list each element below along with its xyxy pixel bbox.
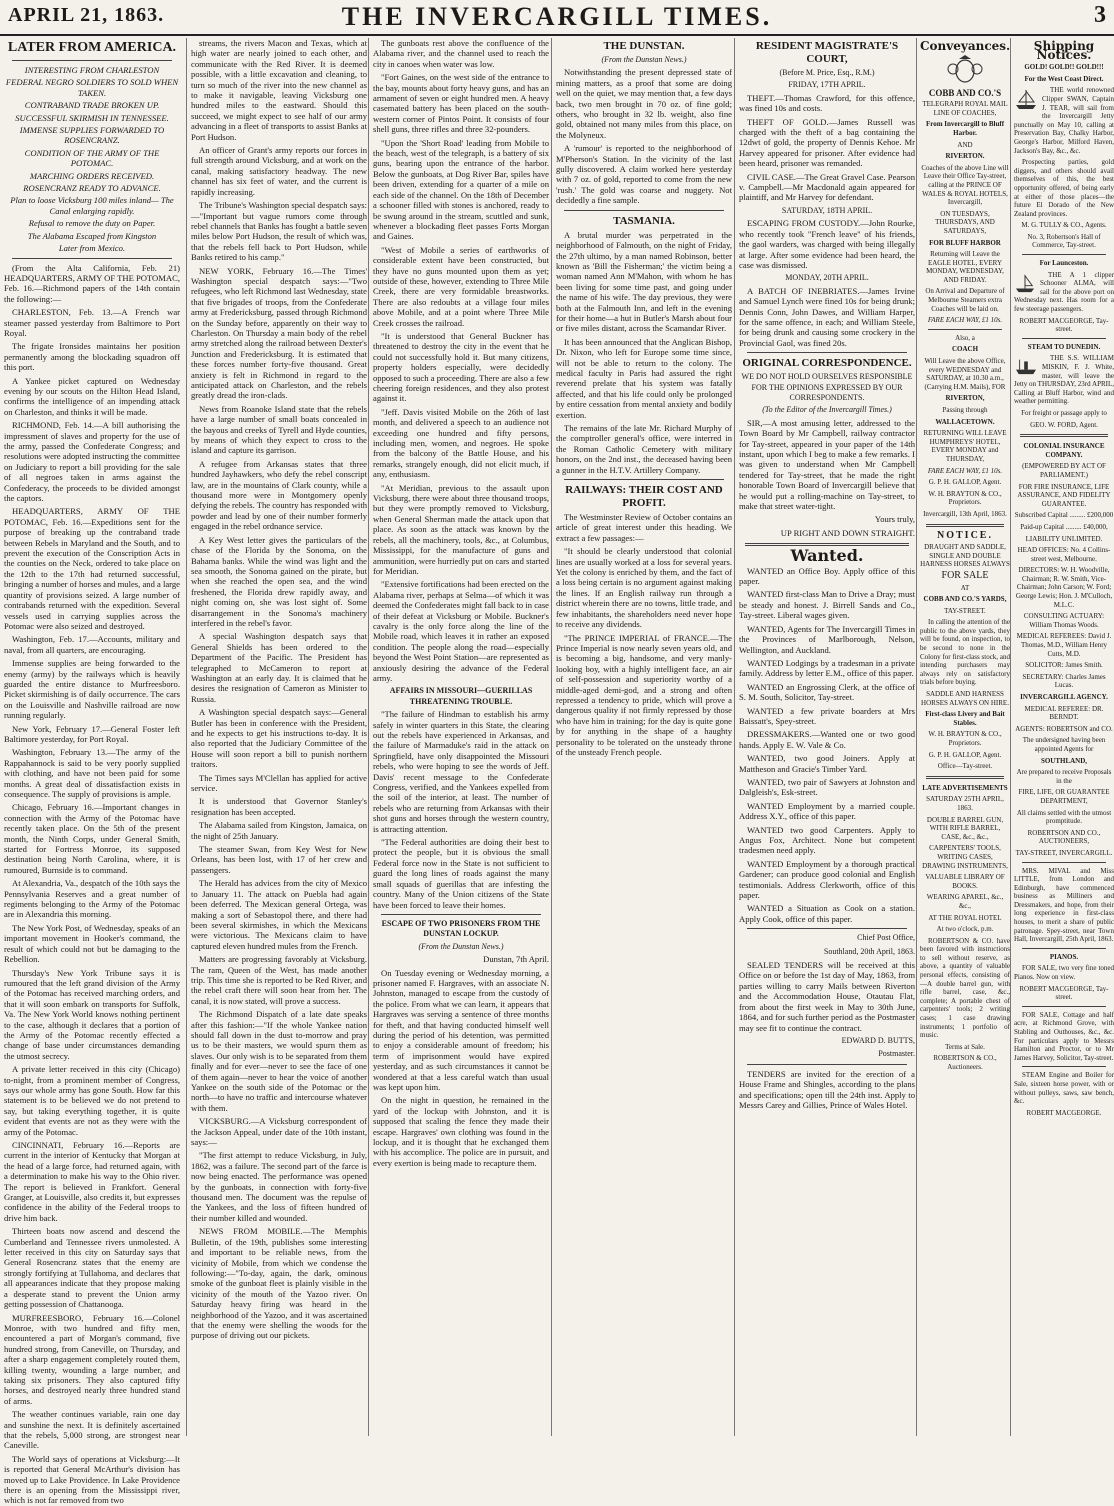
paragraph: Washington, February 13.—The army of the Rappahannock is said to be very poorly supplied with clothing, and have not been paid for some months. A great deal of dissatisfaction exists in consequence. The supply of provisions is ample.	[4, 747, 180, 799]
subhead: Refusal to remove the duty on Paper.	[28, 218, 156, 229]
paragraph: The Westminster Review of October contains an article of great interest under this heading. We extract a few passages:—	[556, 512, 732, 543]
paragraph: At Alexandria, Va., despatch of the 10th says the Pennsylvania Reserves and a great number of regiments belonging to the Army of the Potomac are in Alexandria this morning.	[4, 878, 180, 920]
steamship-icon	[1014, 356, 1038, 376]
cobb-days: ON TUESDAYS, THURSDAYS, AND SATURDAYS,	[935, 209, 995, 235]
milliners-ad: MRS. MIVAL and Miss LITTLE, from London and Edinburgh, have commenced business as Milliners and Dressmakers, and hope, from their long experience in first-class houses, to merit a share of public patronage. Spey-street, near Town Hall, Invercargill, 25th April, 1863.	[1014, 866, 1114, 944]
paragraph: "At Meridian, previous to the assault upon Vicksburg, there were about three thousand troops, but they were promptly removed to Vicksburg, when General Sherman made the attack upon that place. As soon as the attack was known by the rebels, all the machinery, tools, &c., at Columbus, Mississippi, for the manufacture of guns and ammunition, were hurriedly put on cars and started for Meridian.	[373, 482, 549, 576]
miskin-ad: THE S.S. WILLIAM MISKIN, F. J. White, master, will leave the Jetty on THURSDAY, 23rd APRIL, Calling at Bluff Harbor, wind and weather permitting.	[1014, 354, 1114, 406]
paragraph: "The Federal authorities are doing their best to protect the people, but it is obvious the small Federal force now in the State is not sufficient to guard the long lines of roads against the many small squads of guerillas that are infesting the country. Many of the Union citizens of the State have been forced to leave their homes.	[373, 837, 549, 910]
notice-livery: First-class Livery and Bait Stables.	[925, 710, 1005, 727]
classified-ad: WANTED two good Carpenters. Apply to Angus Fox, Architect. None but competent tradesmen need apply.	[739, 824, 915, 856]
paragraph: The World says of operations at Vicksburg:—It is reported that General McArthur's division has moved up to Lake Providence. In Lake Providence there is an opening from the Mississippi river, which is not far removed from two	[4, 1453, 180, 1506]
actuary: CONSULTING ACTUARY: William Thomas Woods.	[1023, 612, 1105, 629]
coach-wallacetown: WALLACETOWN.	[935, 417, 995, 426]
invercargill-agency: INVERCARGILL AGENCY.	[1020, 693, 1108, 701]
paragraph: The gunboats rest above the confluence of the Alabama river, and the channel used to reach the city in canoes when water was low.	[373, 38, 549, 69]
court-presiding: (Before M. Price, Esq., R.M.)	[779, 68, 875, 77]
paragraph: streams, the rivers Macon and Texas, which at high water are nearly joined to each other, and communicate with the Red River. It is deemed possible, with a little excavation and cleaning, to turn so much of the river into the new channel as to make it navigable, leaving Vicksburg one hundred miles to the eastward. Should this succeed, we might expect to see half of our army advancing in a fleet of transports to assist Banks at Port Hudson.	[191, 38, 367, 142]
conveyances-heading: Conveyances.	[920, 39, 1011, 53]
subhead: ROSENCRANZ READY TO ADVANCE.	[23, 183, 161, 194]
paragraph: The steamer Swan, from Key West for New Orleans, has been lost, with 17 of her crew and passengers.	[191, 844, 367, 875]
letter-address: (To the Editor of the Invercargill Times.)	[762, 405, 892, 415]
swan-ad: THE world renowned Clipper SWAN, Captain J. TEAR, will sail from the Invercargill Jetty punctually on May 10, calling at Preservation Bay, Chalky Harbor, George's Harbor, Milford Haven, Jackson's Bay, &c., &c.	[1014, 86, 1114, 155]
coach-agent: G. P. H. GALLOP, Agent.	[928, 478, 1002, 487]
coach-proprietor: W. H. BRAYTON & CO., Proprietors.	[928, 489, 1002, 507]
paragraph: HEADQUARTERS, ARMY OF THE POTOMAC, Feb. 16.—Expeditions sent for the purpose of breaking up the contraband trade between Rebels in Maryland and the South, and to prevent the execution of the Conscription Acts in the counties on the Neck, ordered to take place on the 12th to the 17th had returned successful, bringing a number of horses and mules, and a large quantity of provisions seized. A large number of contrabands returned with the expedition. Several vessels used in carrying supplies across the Potomac were also seized and destroyed.	[4, 506, 180, 631]
late-ads-heading: LATE ADVERTISEMENTS	[922, 783, 1008, 792]
paragraph: "The PRINCE IMPERIAL of FRANCE.—The Prince Imperial is now nearly seven years old, and is becoming a big, handsome, and very manly-looking boy, with a highly intelligent face, an air of self-possession and superiority worthy of a middle-aged demi-god, and a strong and often repressed a tendency to pride, which will prove a dangerous quality if not firmly repressed by those who have him in training; for the day is quite gone by for anything in the shape of a haughty personality to be tolerated on the unsteady throne of the unsteady French people.	[556, 632, 732, 757]
paragraph: THEFT OF GOLD.—James Russell was charged with the theft of a bag containing the 12dwt of gold, the property of Dennis Kehoe. Mr Harvey appeared for prisoner. After evidence had been heard, prisoner was remanded.	[739, 116, 915, 169]
late-tools: CARPENTERS' TOOLS, WRITING CASES, DRAWING INSTRUMENTS,	[922, 844, 1008, 870]
cobb-arrival: On Arrival and Departure of Melbourne Steamers extra Coaches will be laid on.	[925, 287, 1005, 313]
paragraph: Immense supplies are being forwarded to the enemy (army) by the railways which is heavily guarded the entire distance to Murfreesboro. Picket skirmishing is of daily occurrence. The cars on the Louisville and Nashville railroad are now running regularly.	[4, 658, 180, 721]
paragraph: The Tribune's Washington special despatch says:—"Important but vague rumors come through rebel channels that Banks has fought a battle seven miles below Port Hudson, the result of which was, that the rebels fell back to Port Hudson, while Banks retired to his camp."	[191, 200, 367, 263]
late-date: SATURDAY 25TH APRIL, 1863.	[926, 795, 1004, 812]
article-heading: TASMANIA.	[613, 214, 675, 227]
miskin-agent: GEO. W. FORD, Agent.	[1030, 420, 1098, 429]
paragraph: The Herald has advices from the city of Mexico to January 11. The attack on Puebla had again been deferred. The Mexican general Ortega, was making a sort of Sebastopol there, and there had been several skirmishes, in which the Mexicans were victorious. The Mexicans claim to have captured eleven hundred mules from the French.	[191, 878, 367, 951]
insurance-heading: COLONIAL INSURANCE COMPANY.	[1023, 442, 1105, 459]
paragraph: A brutal murder was perpetrated in the neighborhood of Falmouth, on the night of Friday, the 27th ultimo, by a man named Robinson, better known as 'Bill the Fisherman;' the victim being a woman named Ann M'Mahon, with whom he has been living for some time past, and going under the name of his wife. The day previous, they were both at the Falmouth Inn, and left in the evening for their home—a hut in Butler's Marsh about four or five miles distant, across the Scamandar River.	[556, 229, 732, 334]
paragraph: The weather continues variable, rain one day and sunshine the next. It is definitely ascertained that the rebels, 5,000 strong, are strongest near Caneville.	[4, 1409, 180, 1451]
agency-fire: FIRE, LIFE, OR GUARANTEE DEPARTMENT,	[1018, 788, 1110, 805]
paragraph: A private letter received in this city (Chicago) to-night, from a prominent member of Congress, says our whole army has gone South. How far this statement is to be believed we do not pretend to say, but taking everything together, it is quite evident that events are not as they were with the army of the Potomac.	[4, 1064, 180, 1137]
paragraph: News from Roanoke Island state that the rebels have a large number of small boats concealed in the bayous and creeks of Tyrell and Hyde counties, by means of which they expect to cross to the island and capture its garrison.	[191, 403, 367, 456]
paragraph: Matters are progressing favorably at Vicksburg. The ram, Queen of the West, has made another trip. This time she is reported to be Red River, and the rebel craft there will soon hear from her. The canal, it is now stated, will prove a success.	[191, 954, 367, 1006]
paragraph: "It should be clearly understood that colonial lines are usually worked at a loss for several years. Yet the colony is enriched by them, and the fact of a loss being certain is no argument against making the lines. If an English railway run through a district wherein there are no towns, little trade, and few inhabitants, the shareholders need never hope to receive any dividends.	[556, 546, 732, 630]
paragraph: Washington, Feb. 17.—Accounts, military and naval, from all quarters, are encouraging.	[4, 634, 180, 655]
steam-engine-ad: STEAM Engine and Boiler for Sale, sixteen horse power, with or without pulleys, saws, saw bench, &c.	[1014, 1071, 1114, 1106]
column-4	[551, 38, 732, 1436]
column-5	[734, 38, 915, 1436]
post-office: Chief Post Office,	[857, 933, 915, 943]
cobb-and: AND	[957, 140, 973, 149]
paragraph: A special Washington despatch says that General Shields has been ordered to the Department of the Pacific. The President has telegraphed to McCameron to report at Washington at an early day. It is claimed that he desires the resignation of Cameron as Minister to Russia.	[191, 631, 367, 704]
notice-gallop: G. P. H. GALLOP, Agent.	[928, 750, 1002, 759]
postmaster-name: EDWARD D. BUTTS,	[841, 1035, 915, 1045]
paragraph: "It is understood that General Buckner has threatened to destroy the city in the event that he could not successfully hold it. But many citizens, property holders especially, were decidedly opposed to such a proceeding. There are also a few cheering foreign residences, and they also protest against it.	[373, 330, 549, 404]
page-number: 3	[1094, 2, 1106, 28]
paragraph: Yours truly,	[874, 514, 915, 525]
cobb-riverton: RIVERTON.	[945, 152, 985, 161]
alma-ad: THE A 1 clipper Schooner ALMA, will sail for the above port on Wednesday next. Has room for a few steerage passengers.	[1014, 270, 1114, 314]
notice-office: Office—Tay-street.	[937, 762, 993, 771]
subhead: MARCHING ORDERS RECEIVED.	[29, 170, 155, 181]
paragraph: It is understood that Governor Stanley's resignation has been accepted.	[191, 796, 367, 817]
miskin-freight: For freight or passage apply to	[1021, 408, 1107, 417]
agency-prepared: Are prepared to receive Proposals in the	[1016, 768, 1112, 785]
cobb-body: Coaches of the above Line will Leave their Office Tay-street, calling at the PRINCE OF WALES & ROYAL HOTELS, Invercargill,	[921, 163, 1009, 207]
cobb-for: FOR BLUFF HARBOR	[929, 238, 1001, 247]
paragraph: THEFT.—Thomas Crawford, for this offence, was fined 10s and costs.	[739, 92, 915, 114]
tender-notice: TENDERS are invited for the erection of a House Frame and Shingles, according to the plans and specifications; open till the 24th inst. Apply to Messrs Carey and Gillies, Prince of Wales Hotel.	[739, 1068, 915, 1110]
notice-for-sale: FOR SALE	[941, 569, 989, 581]
paragraph: CIVIL CASE.—The Great Gravel Case. Pearson v. Campbell.—Mr Macdonald again appeared for plaintiff, and Mr Harvey for defendant.	[739, 171, 915, 203]
late-gun: DOUBLE BARREL GUN, WITH RIFLE BARREL, CASE, &c., &c.,	[926, 815, 1004, 841]
paragraph: "Extensive fortifications had been erected on the Alabama river, perhaps at Selma—of which it was deemed the Confederates might fall back to in case of their defeat at Vicksburg or Mobile. Buckner's cavalry is the only force along the line of the Mobile road, which leaves it in rather an exposed condition. The people along the road—especially beyond the West Point Station—are represented as anxiously desiring the advance of the Federal army.	[373, 579, 549, 683]
paragraph: NEW YORK, February 16.—The Times' Washington special despatch says:—"Two refugees, who left Richmond last Wednesday, state that five brigades of troops, from the Confederate army at Fredericksburg, passed through Richmond on the Sunday before, apparently on their way to Charleston. On Thursday a main body of the rebel army stretched along the railroad between Dexter's Junction and Fredericksburg. It is estimated that these forces number forty-five thousand. Great anxiety is felt in Richmond in regard to the anticipated attack on Charleston, and the rebels greatly dread the iron-clads.	[191, 265, 367, 401]
pianos-agent: ROBERT MACGEORGE, Tay-street.	[1019, 984, 1109, 1002]
article-heading: ORIGINAL CORRESPONDENCE.	[742, 357, 912, 370]
medical-referees: MEDICAL REFEREES: David J. Thomas, M.D., William Henry Cutts, M.D.	[1016, 632, 1112, 658]
agency-referee: MEDICAL REFEREE: DR. BERNDT.	[1024, 704, 1104, 722]
subhead: IMMENSE SUPPLIES FORWARDED TO ROSENCRANZ.	[19, 125, 165, 146]
paragraph: RICHMOND, Feb. 14.—A bill authorising the impressment of slaves and property for the use of the army, passed the Confederate Congress; and resolutions were adopted instructing the committee on Judiciary to report a bill providing for the sale of all negroes taken in arms against the Confederacy, the proceeds to be divided amongst the captors.	[4, 420, 180, 504]
subhead: FEDERAL NEGRO SOLDIERS TO SOLD WHEN TAKEN.	[5, 77, 179, 98]
paragraph: VICKSBURG.—A Vicksburg correspondent of the Jackson Appeal, under date of the 10th instant, says:—	[191, 1116, 367, 1148]
paragraph: "The first attempt to reduce Vicksburg, in July, 1862, was a failure. The second part of the farce is now being enacted. The performance was opened by the gunboats, in connection with forty-five thousand men. The document was the repulse of the Yankees, and the loss of fifteen hundred of their number killed and wounded.	[191, 1150, 367, 1223]
subhead: Later from Mexico.	[58, 243, 126, 254]
paragraph: The remains of the late Mr. Richard Murphy of the comptroller general's office, were interred in the Roman Catholic Cemetery with military honors, on the 2nd inst., the deceased having been a gunner in the H.T.V. Artillery Company.	[556, 423, 732, 475]
directors: DIRECTORS: W. H. Woodville, Chairman; R. W. Smith, Vice-Chairman; John Carson; W. Ford; George Lewis; Hon. J. M'Culloch, M.L.C.	[1015, 566, 1113, 609]
paragraph: A Key West letter gives the particulars of the chase of the Florida by the Sonoma, on the Bahama banks. While the wind was light and the sea smooth, the Sonoma gained on the pirate, but when she reached the open sea, and the wind freshened, the Florida drew rapidly away, and night coming on, she was lost sight of. Some disarrangement in the Sonoma's machinery interfered in the rebel's favor.	[191, 534, 367, 628]
coach-return: RETURNING WILL LEAVE HUMPHREYS' HOTEL, EVERY MONDAY and THURSDAY,	[923, 429, 1007, 463]
late-terms: Terms at Sale.	[945, 1042, 985, 1051]
article-heading: THE DUNSTAN.	[603, 40, 685, 52]
notice-heading: NOTICE.	[937, 529, 993, 541]
coach-fare: FARE EACH WAY, £1 10s.	[927, 466, 1003, 475]
notice-draught: DRAUGHT AND SADDLE, SINGLE AND DOUBLE HARNESS HORSES ALWAYS	[920, 543, 1010, 569]
dunedin-heading: STEAM TO DUNEDIN.	[1027, 342, 1101, 351]
column-2	[186, 38, 367, 1436]
notice-saddle: SADDLE AND HARNESS HORSES ALWAYS ON HIRE.	[921, 690, 1009, 707]
paragraph: Dunstan, 7th April.	[483, 954, 549, 965]
cobb-route: From Invercargill to Bluff Harbor.	[925, 120, 1005, 137]
classified-ad: DRESSMAKERS.—Wanted one or two good hands. Apply E. W. Vale & Co.	[739, 729, 915, 750]
paragraph: "Fort Gaines, on the west side of the entrance to the bay, mounts about forty heavy guns, and has an armament of seven or eight hundred men. A heavy casemated battery has been placed on the south-western corner of Pintos Point. It consists of four shell guns, three rifles and three 32-pounders.	[373, 72, 549, 135]
coach-passing: Passing through	[942, 406, 988, 414]
secretary: SECRETARY: Charles James Lucas.	[1022, 672, 1106, 690]
article-heading: AFFAIRS IN MISSOURI—GUERILLAS THREATENING TROUBLE.	[389, 686, 533, 706]
notice-at: AT	[960, 583, 970, 592]
classified-ad: WANTED Employment by a thorough practical Gardener; can produce good colonial and English testimonials. Address Clerkworth, office of this paper.	[739, 858, 915, 901]
notice-brayton: W. H. BRAYTON & CO., Proprietors.	[928, 730, 1002, 747]
late-books: VALUABLE LIBRARY OF BOOKS.	[925, 873, 1005, 890]
subscribed-capital: Subscribed Capital ......... £200,000	[1014, 511, 1114, 520]
classified-ad: WANTED, two good Joiners. Apply at Mattheson and Gracie's Timber Yard.	[739, 753, 915, 774]
paragraph: On the night in question, he remained in the yard of the lockup with Johnston, and it is supposed that scaling the fence they made their escape. Hargraves' own clothing was found in the lockup, and it is thought that he exchanged them with his accomplice. The police are in pursuit, and every exertion is being made to recapture them.	[373, 1095, 549, 1168]
classified-ad: WANTED an Office Boy. Apply office of this paper.	[739, 565, 915, 587]
paragraph: (From the Alta California, Feb. 21) HEADQUARTERS, ARMY OF THE POTOMAC, Feb. 16.—Richmond papers of the 14th contain the following:—	[4, 262, 180, 304]
classified-ad: WANTED, Agents for The Invercargill Times in the Provinces of Marlborough, Nelson, Wellington, and Auckland.	[739, 623, 915, 655]
cobb-subtitle: TELEGRAPH ROYAL MAIL LINE OF COACHES,	[922, 100, 1008, 117]
head-offices: HEAD OFFICES: No. 4 Collins-street west, Melbourne.	[1017, 546, 1111, 563]
paragraph: A Yankee picket captured on Wednesday evening by our scouts on the Hilton Head Island, confirms the intelligence of an impending attack on Charleston, and thinks it will be made.	[4, 375, 180, 417]
swan-body: Prospecting parties, gold diggers, and others should avail themselves of this, the best opportunity offered, of being early at either of those places—the future El Dorado of the New Zealand provinces.	[1014, 158, 1114, 218]
column-3	[368, 38, 549, 1436]
agency-robertson: ROBERTSON AND CO., AUCTIONEERS,	[1027, 828, 1101, 846]
court-date: MONDAY, 20TH APRIL.	[785, 273, 869, 283]
paragraph: A BATCH OF INEBRIATES.—James Irvine and Samuel Lynch were fined 10s for being drunk; Dennis Conn, John Dawes, and William Harper, for the same offence, in each; and William Steele, for being drunk and causing some crockery in the Provincial Gaol, was fined 20s.	[739, 285, 915, 348]
steam-agent: ROBERT MACGEORGE.	[1026, 1108, 1102, 1117]
paragraph: CINCINNATI, February 16.—Reports are current in the interior of Kentucky that Morgan at the head of a large force, had returned again, with a determination to make his way to the Ohio river. The report is believed in Frankfort. General Granger, at Louisville, also credits it, but expresses confidence in the ability of the Federal troops to drive him back.	[4, 1140, 180, 1223]
paragraph: Notwithstanding the present depressed state of mining matters, as a proof that some are doing well on the quiet, we may mention that, a few days back, two men brought in 70 oz. of fine gold; others, who brought in 32 lb. weight, also fine gold, obtained not many miles from this place, on the Molyneux.	[556, 67, 732, 140]
paragraph: "West of Mobile a series of earthworks of considerable extent have been constructed, but they have no guns mounted upon them as yet; outside of these, however, extending to Three Mile Creek, there are very formidable breastworks. There are also redoubts at a village four miles above Mobile, and at a point where Three Mile Creek crosses the railroad.	[373, 244, 549, 328]
launceston-heading: For Launceston.	[1039, 259, 1089, 268]
paragraph: MURFREESBORO, February 16.—Colonel Monroe, with two hundred and fifty men, encountered a part of Morgan's command, five hundred strong, from Caneville, on Thursday, and after a sharp engagement completely routed them, killing twenty, wounding a large number, and taking six prisoners. They also captured fifty horses, and destroyed nearly three hundred stand of arms.	[4, 1312, 180, 1406]
column-1	[4, 38, 180, 1506]
court-date: SATURDAY, 18TH APRIL.	[781, 205, 873, 215]
ship-icon	[1014, 88, 1038, 110]
liability: LIABILITY UNLIMITED.	[1025, 534, 1103, 543]
coach-body: Will Leave the above Office, every WEDNESDAY and SATURDAY, at 10.30 a.m., (Carrying H.M. Mails), FOR	[924, 357, 1006, 391]
article-source: (From the Dunstan News.)	[601, 55, 687, 64]
ship-icon	[1014, 273, 1036, 293]
paragraph: It has been announced that the Anglican Bishop, Dr. Nixon, who left for Europe some time since, will not be able to return to the colony. The medical faculty in Paris had assured the right reverend prelate that his system was fatally affected, and that his life could only be prolonged by entire cessation from mental anxiety and bodily exertion.	[556, 336, 732, 420]
paragraph: New York, February 17.—General Foster left Baltimore yesterday, for Port Royal.	[4, 723, 180, 744]
pianos-body: FOR SALE, two very fine toned Pianos. Now on view.	[1014, 964, 1114, 982]
subhead: INTERESTING FROM CHARLESTON	[24, 65, 160, 75]
subhead: Plan to loose Vicksburg 100 miles inland— The Canal enlarging rapidly.	[10, 195, 174, 216]
classified-ad: WANTED Employment by a married couple. Address X.Y., office of this paper.	[739, 800, 915, 822]
subhead: CONDITION OF THE ARMY OF THE POTOMAC.	[24, 147, 160, 169]
paragraph: Thursday's New York Tribune says it is rumoured that the left grand division of the Army of the Potomac has received marching orders, and that it will soon embark on transports for Suffolk, Va. The New York World knows nothing pertinent to the case, although it declares that a portion of the Army of the Potomac recently effected a change of base under circumstances demanding the utmost secrecy.	[4, 967, 180, 1061]
swan-address: No. 3, Robertson's Hall of Commerce, Tay-street.	[1027, 232, 1101, 250]
notice-yards: COBB AND CO.'S YARDS,	[923, 595, 1007, 604]
newspaper-title: THE INVERCARGILL TIMES.	[341, 2, 773, 31]
late-apparel: WEARING APAREL, &c., &c.,	[926, 893, 1004, 910]
agency-tay: TAY-STREET, INVERCARGILL.	[1015, 848, 1113, 857]
shipping-heading: Shipping Notices.	[1033, 39, 1095, 62]
post-date: Southland, 20th April, 1863.	[823, 946, 915, 956]
paragraph: "The failure of Hindman to establish his army safely in winter quarters in this State, the clearing out the rebels have experienced in Arkansas, and the failure of Marmaduke's raid in the attack on Springfield, have only disappointed the Missouri rebels, who were hoping to see the words of Jeff. Davis' recent message to the Confederate Congress, verified, and the Yankees expelled from the soil of the interior, at least. The number of rebels who are returning from Arkansas with their shot guns and horses through the western country, is attracting attention.	[373, 709, 549, 834]
notice-body: In calling the attention of the public to the above yards, they will be found, on inspection, to be second to none in the Colony for first-class stock, and intending purchasers may always rely on satisfactory trials before buying.	[920, 618, 1010, 687]
late-body: ROBERTSON & CO. have been favored with instructions to sell without reserve, as above, a quantity of valuable personal effects, consisting of—A double barrel gun, with rifle barrel, case, &c., complete; A portable chest of carpenters' tools; 2 writing cases; 1 case drawing instruments; 1 portfolio of music.	[920, 936, 1010, 1040]
coach-date: Invercargill, 13th April, 1863.	[923, 509, 1007, 518]
paragraph: A Washington special despatch says:—General Butler has been in conference with the President, and he expects to get his instructions to-day. It is also reported that the Judiciary Committee of the House will soon report a bill to punish northern traitors.	[191, 707, 367, 770]
classified-ad: WANTED Lodgings by a tradesman in a private family. Address by letter E.M., office of this paper.	[739, 657, 915, 679]
paragraph: Chicago, February 16.—Important changes in connection with the Army of the Potomac have recently taken place. On the 5th of the present month, the Ninth Corps, under General Smith, started for Fortress Monroe, its supposed destination being North Carolina, where, it is rumoured, Burnside is to command.	[4, 802, 180, 875]
wanted-heading: Wanted.	[790, 546, 864, 566]
notice-tay: TAY-STREET.	[944, 606, 986, 615]
late-auctioneer: ROBERTSON & CO., Auctioneers.	[933, 1054, 997, 1071]
subhead: The Alabama Escaped from Kingston	[27, 230, 157, 241]
cobb-fare: FARE EACH WAY, £1 10s.	[927, 316, 1003, 325]
cottage-ad: FOR SALE, Cottage and half acre, at Richmond Grove, with Stabling and Outhouses, &c., &c. For particulars apply to Messrs Hamilton and Proctor, or to Mr James Harvey, Solicitor, Tay-street.	[1014, 1010, 1114, 1062]
gold-banner: GOLD! GOLD!! GOLD!!!	[1024, 63, 1104, 72]
paragraph: A refugee from Arkansas states that three hundred Jayhawkers, who defy the rebel conscript law, are in the mountains of Clark county, while a thousand more were in Montgomery openly defying the rebels. The country has responded with powder and lead by one of their number formerly engaged in the rebel ordnance service.	[191, 458, 367, 532]
article-heading: RESIDENT MAGISTRATE'S COURT,	[755, 40, 899, 65]
agency-claims: All claims settled with the utmost promptitude.	[1016, 808, 1112, 826]
coach-riverton: RIVERTON,	[945, 394, 985, 403]
article-heading: ESCAPE OF TWO PRISONERS FROM THE DUNSTAN LOCKUP.	[381, 918, 541, 939]
insurance-fire: FOR FIRE INSURANCE, LIFE ASSURANCE, AND FIDELITY GUARANTEE.	[1017, 482, 1111, 508]
coach-also: Also, a	[955, 333, 975, 342]
masthead	[0, 0, 1114, 36]
court-date: FRIDAY, 17TH APRIL.	[788, 80, 866, 90]
classified-ad: WANTED, two pair of Sawyers at Johnston and Dalgleish's, Esk-street.	[739, 776, 915, 798]
paragraph: An officer of Grant's army reports our forces in full strength around Vicksburg, and at work on the canal, making satisfactory headway. The new channel has six feet of water, and the current is rapidly increasing.	[191, 145, 367, 197]
paragraph: On Tuesday evening or Wednesday morning, a prisoner named F. Hargraves, with an associate N. Johnston, managed to escape from the custody of the police. From what we can learn, it appears that Hargraves was serving a sentence of three months for theft, and that having conducted himself well during the period of his detention, was permitted to enjoy a considerable amount of freedom; his term of imprisonment would have expired yesterday, and as such circumstances it cannot be wondered at that a less careful watch than usual was kept upon him.	[373, 967, 549, 1092]
subhead: CONTRABAND TRADE BROKEN UP.	[24, 100, 160, 111]
subhead: SUCCESSFUL SKIRMISH IN TENNESSEE.	[15, 112, 169, 123]
paragraph: NEWS FROM MOBILE.—The Memphis Bulletin, of the 19th, publishes some interesting and important to be reliable news, from the vicinity of Mobile, from which we condense the following:—"To-day, again, the dark, ominous smoke of the gunboat fleet is plainly visible in the vicinity of the mouth of the Yazoo river. On Saturday heavy firing was heard in the neighborhood of the Yazoo, and it was ascertained that the enemy were shelling the woods for the purpose of driving out our pickets.	[191, 1226, 367, 1341]
paragraph: The Times says M'Clellan has applied for active service.	[191, 772, 367, 794]
paragraph: CHARLESTON, Feb. 13.—A French war steamer passed yesterday from Baltimore to Port Royal.	[4, 307, 180, 338]
paragraph: The Richmond Dispatch of a late date speaks after this fashion:—"If the whole Yankee nation should fall down in the dust to-morrow and pray us to be their masters, we would spurn them as slaves. Our only wish is to be separated from them finally and for ever—never to see the face of one of them again—never to hear the voice of another Yankee on the south side of the Potomac or the north—to have no traffic and intercourse whatever with them.	[191, 1009, 367, 1113]
alma-agent: ROBERT MACGEORGE, Tay-street.	[1019, 316, 1109, 334]
headline-america: LATER FROM AMERICA.	[7, 40, 177, 55]
cobb-return: Returning will Leave the EAGLE HOTEL, EVERY MONDAY, WEDNESDAY, AND FRIDAY.	[926, 250, 1004, 284]
paragraph: SIR,—A most amusing letter, addressed to the Town Board by Mr Campbell, railway contractor for Tay-street, appeared in your paper of the 14th instant, upon which I beg to make a few remarks. I was given to understand when Mr Campbell tendered for Tay-street, that he made the right honorable Town Board of Invercargill believe that he would put a rolling-machine on Tay-street, to make that street water-tight.	[739, 417, 915, 512]
paid-up-capital: Paid-up Capital ......... £40,000,	[1020, 522, 1108, 531]
classified-ad: WANTED first-class Man to Drive a Dray; must be steady and honest. J. Birrell Sands and Co., Tay-street. Liberal wages given.	[739, 589, 915, 621]
swan-agent: M. G. TULLY & CO., Agents.	[1021, 221, 1107, 230]
paragraph: Thirteen boats now ascend and descend the Cumberland and Tennessee rivers unmolested. A letter received in this city on Saturday says that General Rosencranz states that the enemy are strongly fortifying at Tullahoma, and declares that all appearances indicate that they propose making a desperate stand to prevent the Union army getting possession of Chattanooga.	[4, 1226, 180, 1310]
postmaster-title: Postmaster.	[878, 1049, 915, 1059]
classified-ad: WANTED an Engrossing Clerk, at the office of S. M. South, Solicitor, Tay-street.	[739, 681, 915, 703]
late-at: AT THE ROYAL HOTEL	[928, 913, 1002, 922]
agency-agents: AGENTS: ROBERTSON and CO.	[1015, 724, 1113, 733]
paragraph: A 'rumour' is reported to the neighborhood of M'Pherson's Station. In the vicinity of the last gully discovered. A claim worked here yesterday with 7 oz. of gold, reported to come from the new 'rush.' The gold was coarse and nuggety. Not decidedly a fine sample.	[556, 143, 732, 206]
cobb-title: COBB AND CO.'S	[928, 87, 1002, 98]
insurance-empowered: (EMPOWERED BY ACT OF PARLIAMENT.)	[1022, 462, 1106, 479]
paragraph: "Upon the 'Short Road' leading from Mobile to the beach, west of the telegraph, is a battery of six guns, bearing upon the entrance of the harbor. Below the gunboats, at Dog River Bar, spiles have been driven, extending for a quarter of a mile on each side of the channel. On the 18th of December a schooner filled with stones is anchored, ready to be swung around in the stream, scuttled and sunk, whenever a blockading fleet passes Forts Morgan and Gaines.	[373, 137, 549, 242]
pianos-heading: PIANOS.	[1049, 952, 1079, 961]
west-coast: For the West Coast Direct.	[1024, 74, 1104, 83]
disclaimer: WE DO NOT HOLD OURSELVES RESPONSIBLE FOR THE OPINIONS EXPRESSED BY OUR CORRESPONDENTS.	[741, 372, 913, 402]
agency-body: The undersigned having been appointed Agents for	[1022, 736, 1106, 753]
issue-date: APRIL 21, 1863.	[8, 4, 165, 26]
column-conveyances-visible	[916, 38, 1010, 1436]
paragraph: UP RIGHT AND DOWN STRAIGHT.	[780, 527, 915, 538]
classified-ad: WANTED a few private boarders at Mrs Baissatt's, Spey-street.	[739, 705, 915, 726]
solicitor: SOLICITOR: James Smith.	[1025, 661, 1103, 670]
column-shipping	[1010, 38, 1114, 1436]
paragraph: ESCAPING FROM CUSTODY.—John Rourke, who recently took "French leave" of his friends, the gaol warders, was charged with being illegally at large. After some evidence had been heard, the case was dismissed.	[739, 218, 915, 270]
late-time: At two o'clock, p.m.	[936, 925, 994, 934]
classified-ad: WANTED a Situation as Cook on a station. Apply Cook, office of this paper.	[739, 903, 915, 924]
article-heading: RAILWAYS: THEIR COST AND PROFIT.	[565, 484, 723, 510]
paragraph: The frigate Ironsides maintains her position permanently among the blockading squadron off this port.	[4, 341, 180, 373]
article-source: (From the Dunstan News.)	[418, 941, 504, 951]
paragraph: "Jeff. Davis visited Mobile on the 26th of last month, and delivered a speech to an audience not exceeding one hundred and fifty persons, including men, women, and negroes. He spoke from the balcony of the Battle House, and his remarks, strangely enough, did not elicit much, if any, enthusiasm.	[373, 406, 549, 480]
paragraph: The New York Post, of Wednesday, speaks of an important movement in Hooker's command, the result of which could not but be damaging to the Rebellion.	[4, 922, 180, 965]
tender-notice: SEALED TENDERS will be received at this Office on or before the 1st day of May, 1863, from parties willing to carry Mails between Riverton and the Accommodation House, Otautau Flat, from about the first week in May to 30th June, 1864, and for such further period as the Postmaster may see fit to continue the contract.	[739, 960, 915, 1033]
coach-word: COACH	[951, 345, 979, 354]
paragraph: The Alabama sailed from Kingston, Jamaica, on the night of 25th January.	[191, 820, 367, 841]
royal-crest-icon	[943, 55, 987, 85]
agency-southland: SOUTHLAND,	[1040, 756, 1088, 765]
